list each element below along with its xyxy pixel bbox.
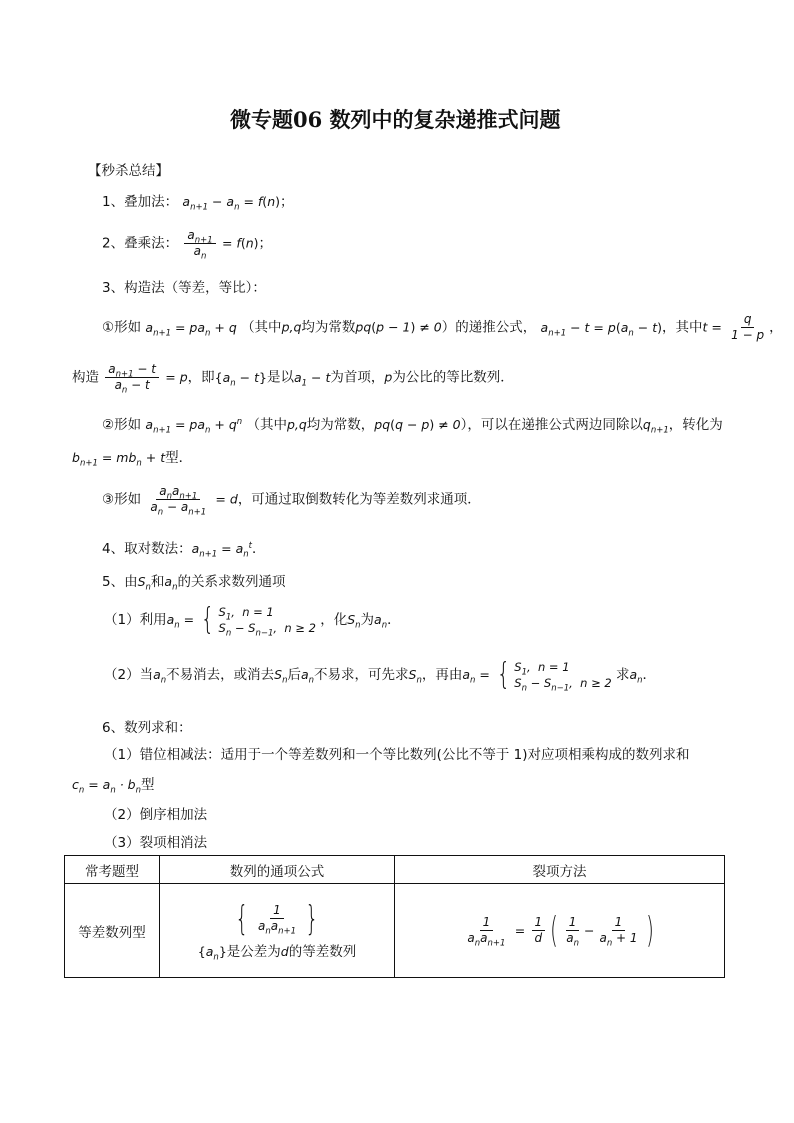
item-6: 6、数列求和： bbox=[102, 720, 192, 736]
split-term-table bbox=[64, 855, 725, 978]
item-6-2: （2）倒序相加法 bbox=[104, 807, 208, 823]
item-3-3: ③形如 $\frac{a_na_{n+1}}{a_n - a_{n+1}}$ = d，可通过取倒数转化为等差数列求通项． bbox=[102, 484, 481, 518]
item-3: 3、构造法（等差，等比）： bbox=[102, 280, 266, 296]
item-3-1-cont: 构造 $\frac{a_{n+1} - t}{a_n - t}$ = p，即$\{a_n - t\}$是以$a_1 - t$为首项，p为公比的等比数列． bbox=[72, 362, 514, 396]
table-row bbox=[65, 884, 725, 978]
page-title: 微专题06 数列中的复杂递推式问题 bbox=[230, 107, 561, 132]
item-1: 1、叠加法： $a_{n+1} - a_n = f(n)$； bbox=[102, 194, 294, 213]
table-cell-formula: { $\frac{1}{a_na_{n+1}}$ } $\{a_n\}$是公差为d的等差数列 bbox=[160, 884, 395, 978]
item-5-2: （2）当$a_n$不易消去，或消去$S_n$后$a_n$不易求，可先求$S_n$，再由$a_n$ = { $S_1$, n = 1 $S_n - S_{n-1}$, n ≥ 2 求$a_n$． bbox=[104, 657, 657, 694]
item-6-1: （1）错位相减法：适用于一个等差数列和一个等比数列(公比不等于 1)对应项相乘构成的数列求和 bbox=[104, 747, 690, 763]
item-4: 4、取对数法：$a_{n+1} = a_n^t$． bbox=[102, 540, 266, 560]
item-2: 2、叠乘法： $\frac{a_{n+1}}{a_n}$ = f(n)； bbox=[102, 228, 273, 262]
table-cell-type: 等差数列型 bbox=[65, 884, 160, 978]
item-6-1-cont: $c_n = a_n \cdot b_n$型 bbox=[72, 777, 155, 796]
item-3-2: ②形如 $a_{n+1} = pa_n + q^n$ （其中p,q均为常数，pq(q − p) ≠ 0），可以在递推公式两边同除以$q_{n+1}$，转化为 bbox=[102, 416, 723, 436]
table-header-method: 裂项方法 bbox=[395, 856, 725, 884]
item-5: 5、由$S_n$和$a_n$的关系求数列通项 bbox=[102, 574, 286, 593]
item-6-3: （3）裂项相消法 bbox=[104, 835, 208, 851]
table-header-row bbox=[65, 856, 725, 884]
section-label: 【秒杀总结】 bbox=[88, 163, 169, 179]
item-3-2-cont: $b_{n+1} = mb_n + t$型． bbox=[72, 450, 193, 469]
table-cell-method: $\frac{1}{a_na_{n+1}}$ = $\frac{1}{d}$ ( $\frac{1}{a_n}$ − $\frac{1}{a_n + 1}$ ) bbox=[395, 884, 725, 978]
table-header-type: 常考题型 bbox=[65, 856, 160, 884]
table-header-formula: 数列的通项公式 bbox=[160, 856, 395, 884]
item-5-1: （1）利用$a_n$ = { $S_1$, n = 1 $S_n - S_{n-1}$, n ≥ 2 ，化$S_n$为$a_n$． bbox=[104, 602, 401, 639]
item-3-1: ①形如 $a_{n+1} = pa_n + q$ （其中p,q均为常数pq(p − 1) ≠ 0）的递推公式， $a_{n+1} - t = p(a_n - t)$，其中t = $\frac{q}{1 - p}$ ， bbox=[102, 312, 783, 342]
